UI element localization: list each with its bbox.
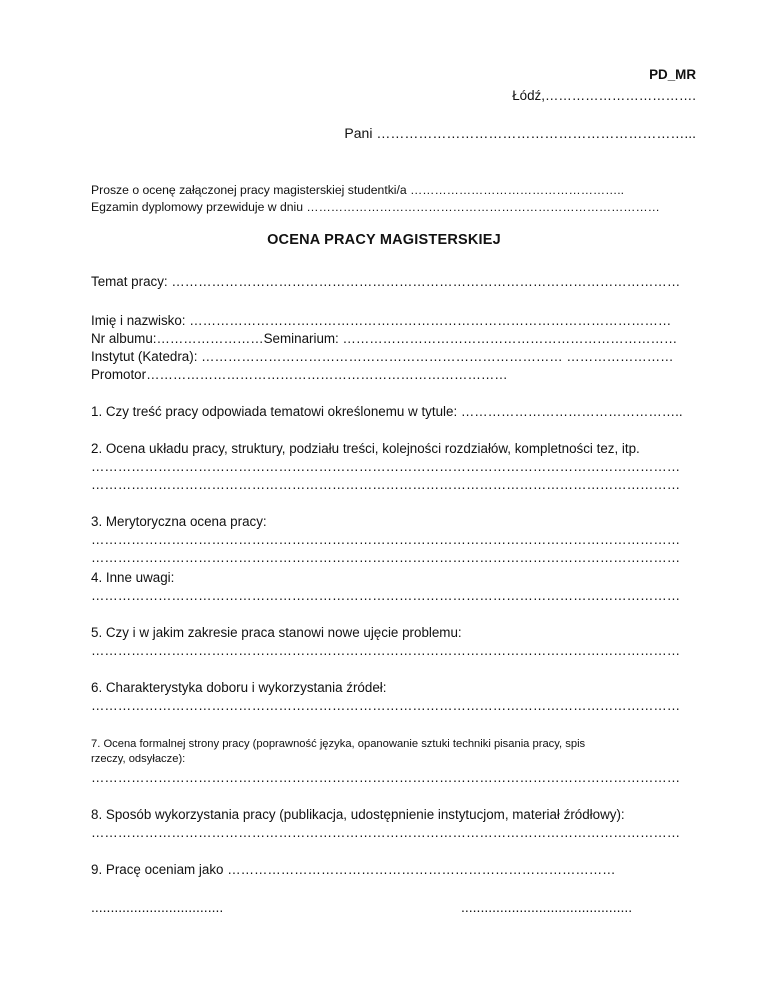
answer-line: …………………………………………………………………………………………………………………… [91,825,681,840]
answer-line: …………………………………………………………………………………………………………………… [91,588,681,603]
signature-line-right: ............................................ [461,899,633,915]
city-date-line: Łódź,……………………………. [512,88,696,103]
question-7-line-2: rzeczy, odsyłacze): [91,753,186,765]
question-1: 1. Czy treść pracy odpowiada tematowi określonemu w tytule: ………………………………………….. [91,404,683,419]
question-9: 9. Pracę oceniam jako …………………………………………………………………………… [91,862,616,877]
name-field: Imię i nazwisko: ……………………………………………………………………………………………… [91,313,672,328]
addressee-line: Pani …………………………………………………………... [344,125,696,141]
answer-line: …………………………………………………………………………………………………………………… [91,532,681,547]
page-title: OCENA PRACY MAGISTERSKIEJ [267,232,501,248]
intro-line-2: Egzamin dyplomowy przewiduje w dniu …………………………………………………………………………… [91,200,660,214]
question-7-line-1: 7. Ocena formalnej strony pracy (poprawność języka, opanowanie sztuki techniki pisania pracy, spis [91,738,586,750]
question-6: 6. Charakterystyka doboru i wykorzystania źródeł: [91,680,387,695]
question-8: 8. Sposób wykorzystania pracy (publikacja, udostępnienie instytucjom, materiał źródłowy): [91,807,625,822]
answer-line: …………………………………………………………………………………………………………………… [91,770,681,785]
question-5: 5. Czy i w jakim zakresie praca stanowi nowe ujęcie problemu: [91,625,462,640]
answer-line: …………………………………………………………………………………………………………………… [91,698,681,713]
album-seminar-field: Nr albumu:……………………Seminarium: ………………………………………………………………… [91,331,678,346]
institute-field: Instytut (Katedra): ……………………………………………………………………… …………………… [91,349,674,364]
document-code: PD_MR [649,67,696,82]
topic-field: Temat pracy: …………………………………………………………………………………………………… [91,274,681,289]
intro-line-1: Prosze o ocenę załączonej pracy magisterskiej studentki/a …………………………………………….. [91,183,625,197]
question-2: 2. Ocena układu pracy, struktury, podziału treści, kolejności rozdziałów, kompletności tez, itp. [91,441,640,456]
answer-line: …………………………………………………………………………………………………………………… [91,550,681,565]
answer-line: …………………………………………………………………………………………………………………… [91,643,681,658]
answer-line: …………………………………………………………………………………………………………………… [91,459,681,474]
signature-line-left: .................................. [91,899,224,915]
question-3: 3. Merytoryczna ocena pracy: [91,514,267,529]
promoter-field: Promotor……………………………………………………………………… [91,367,508,382]
answer-line: …………………………………………………………………………………………………………………… [91,477,681,492]
question-4: 4. Inne uwagi: [91,570,175,585]
